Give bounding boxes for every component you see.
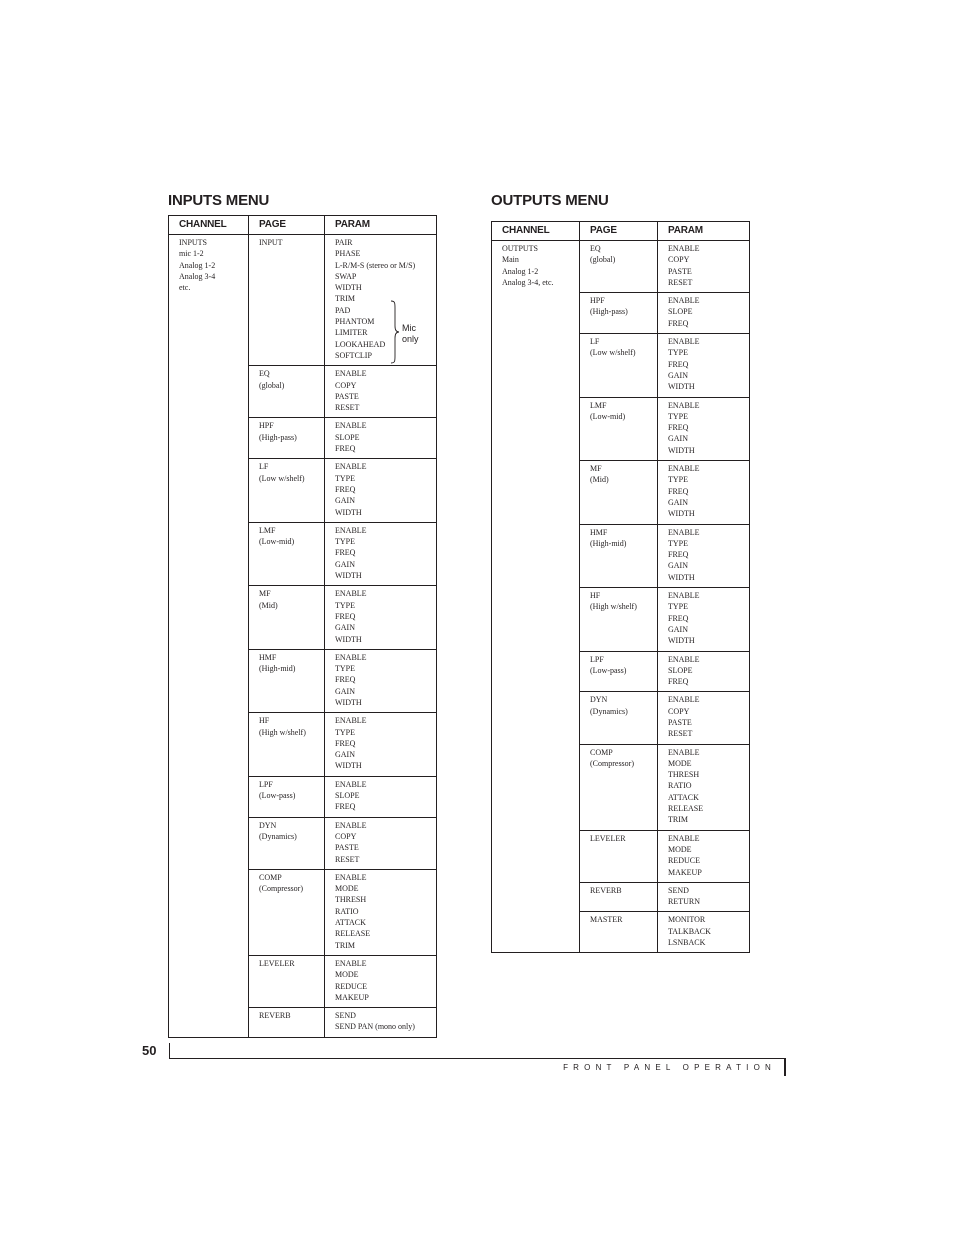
param-line: TRIM	[335, 294, 355, 304]
param-cell	[658, 524, 750, 587]
page-cell	[249, 817, 325, 869]
param-line: TYPE	[335, 537, 355, 547]
param-line: PASTE	[668, 266, 692, 276]
page-cell	[580, 651, 658, 692]
param-line: ENABLE	[668, 747, 700, 757]
param-line: GAIN	[668, 561, 688, 571]
param-line: PASTE	[668, 717, 692, 727]
param-line: TRIM	[335, 940, 355, 950]
page-line: MF	[590, 464, 602, 474]
table-header-row	[492, 222, 750, 241]
param-line: ENABLE	[335, 820, 367, 830]
param-cell	[658, 830, 750, 882]
param-line: GAIN	[668, 497, 688, 507]
param-line: TYPE	[668, 348, 688, 358]
param-cell	[658, 397, 750, 460]
param-line: ENABLE	[668, 464, 700, 474]
param-line: REDUCE	[335, 981, 367, 991]
param-line: TYPE	[335, 727, 355, 737]
param-line: COPY	[668, 255, 690, 265]
page-number: 50	[142, 1043, 157, 1058]
param-line: SLOPE	[335, 432, 360, 442]
param-line: GAIN	[335, 559, 355, 569]
param-line: ENABLE	[335, 462, 367, 472]
page-line: HMF	[590, 527, 608, 537]
page-line: INPUT	[259, 238, 283, 247]
param-line: RESET	[335, 403, 360, 413]
param-line: L-R/M-S (stereo or M/S)	[335, 260, 416, 270]
param-cell	[658, 744, 750, 830]
param-line: ENABLE	[668, 654, 700, 664]
param-line: PASTE	[335, 391, 359, 401]
channel-line: Analog 3-4	[179, 271, 216, 281]
param-line: ENABLE	[668, 296, 700, 306]
page-line: (Dynamics)	[590, 706, 628, 716]
page-line: MASTER	[590, 915, 623, 925]
column-header-param: PARAM	[658, 222, 750, 241]
page-line: COMP	[590, 747, 613, 757]
page-line: (Low-mid)	[259, 537, 295, 547]
param-cell	[325, 955, 437, 1007]
page-cell	[580, 830, 658, 882]
channel-line: Main	[502, 255, 519, 265]
param-cell	[658, 882, 750, 912]
param-line: SEND	[668, 885, 689, 895]
param-line: ENABLE	[668, 591, 700, 601]
param-line: ENABLE	[668, 244, 700, 253]
param-line: PHANTOM	[335, 317, 375, 327]
param-line: PAIR	[335, 238, 353, 247]
page-line: HPF	[590, 296, 605, 306]
param-line: ATTACK	[668, 792, 699, 802]
param-line: FREQ	[668, 423, 689, 433]
param-line: FREQ	[335, 548, 356, 558]
param-cell	[325, 776, 437, 817]
param-line: MODE	[668, 758, 692, 768]
page-cell	[249, 1008, 325, 1038]
param-line: REDUCE	[668, 856, 700, 866]
param-line: MODE	[335, 884, 359, 894]
param-line: TALKBACK	[668, 926, 711, 936]
param-line: ENABLE	[668, 400, 700, 410]
param-line: FREQ	[335, 675, 356, 685]
param-cell	[325, 649, 437, 712]
param-line: LOOKAHEAD	[335, 339, 386, 349]
param-cell	[658, 461, 750, 524]
page-line: LEVELER	[259, 958, 295, 968]
param-line: FREQ	[668, 613, 689, 623]
param-line: ENABLE	[668, 833, 700, 843]
param-line: TYPE	[335, 600, 355, 610]
page-line: (High-mid)	[590, 538, 627, 548]
param-line: LSNBACK	[668, 938, 706, 948]
channel-cell	[492, 241, 580, 953]
param-cell	[658, 651, 750, 692]
page-line: EQ	[259, 369, 270, 379]
page-line: (Low w/shelf)	[590, 348, 636, 358]
param-cell	[658, 588, 750, 651]
page-cell	[249, 418, 325, 459]
param-line: SLOPE	[668, 665, 693, 675]
page-cell	[580, 461, 658, 524]
param-line: MODE	[335, 970, 359, 980]
param-cell	[325, 418, 437, 459]
page-line: (Low w/shelf)	[259, 473, 305, 483]
param-line: ENABLE	[335, 779, 367, 789]
table-header-row	[169, 216, 437, 235]
page-cell	[249, 366, 325, 418]
param-line: WIDTH	[335, 697, 362, 707]
param-line: TYPE	[335, 473, 355, 483]
param-line: WIDTH	[335, 634, 362, 644]
param-line: FREQ	[668, 318, 689, 328]
param-line: WIDTH	[335, 507, 362, 517]
page-line: HF	[590, 591, 601, 601]
page-line: HPF	[259, 421, 274, 431]
param-cell	[325, 522, 437, 585]
page-cell	[580, 692, 658, 744]
param-line: TYPE	[668, 411, 688, 421]
page-cell	[249, 713, 325, 776]
param-cell	[658, 912, 750, 953]
page-cell	[580, 241, 658, 293]
page-line: LMF	[259, 525, 276, 535]
page-cell	[580, 293, 658, 334]
page-line: (High-pass)	[259, 432, 297, 442]
page-cell	[249, 459, 325, 522]
param-line: RATIO	[668, 781, 692, 791]
column-header-page: PAGE	[249, 216, 325, 235]
page-line: (global)	[590, 255, 616, 265]
page-line: (global)	[259, 380, 285, 390]
param-line: GAIN	[668, 370, 688, 380]
footer-left-tick	[169, 1043, 170, 1059]
param-line: SWAP	[335, 271, 357, 281]
param-line: THRESH	[668, 770, 700, 780]
param-cell	[325, 869, 437, 955]
page-line: (High w/shelf)	[590, 602, 637, 612]
page-cell	[249, 586, 325, 649]
param-line: TYPE	[668, 538, 688, 548]
param-line: ENABLE	[335, 958, 367, 968]
param-cell	[325, 459, 437, 522]
page-line: DYN	[590, 695, 608, 705]
param-line: RETURN	[668, 897, 700, 907]
param-line: PHASE	[335, 249, 361, 259]
param-line: ENABLE	[335, 652, 367, 662]
param-line: WIDTH	[668, 509, 695, 519]
channel-line: etc.	[179, 283, 191, 293]
param-line: MAKEUP	[668, 867, 702, 877]
page-line: LEVELER	[590, 833, 626, 843]
param-line: ENABLE	[335, 421, 367, 431]
param-line: RESET	[668, 277, 693, 287]
param-line: ENABLE	[668, 337, 700, 347]
param-line: ENABLE	[335, 589, 367, 599]
param-line: SOFTCLIP	[335, 350, 372, 360]
param-line: ENABLE	[335, 369, 367, 379]
page-cell	[580, 882, 658, 912]
param-line: PAD	[335, 305, 351, 315]
page-line: REVERB	[590, 885, 622, 895]
param-line: FREQ	[668, 359, 689, 369]
curly-brace-icon	[390, 300, 400, 364]
param-line: FREQ	[668, 677, 689, 687]
channel-line: INPUTS	[179, 238, 208, 247]
param-cell	[325, 586, 437, 649]
param-cell	[658, 241, 750, 293]
param-line: COPY	[335, 380, 357, 390]
param-line: ENABLE	[668, 695, 700, 705]
page-cell	[580, 912, 658, 953]
param-line: SEND PAN (mono only)	[335, 1022, 415, 1032]
page-line: MF	[259, 589, 271, 599]
param-line: THRESH	[335, 895, 367, 905]
outputs-menu-table	[491, 221, 750, 953]
param-line: PASTE	[335, 843, 359, 853]
param-line: RATIO	[335, 906, 359, 916]
param-line: WIDTH	[668, 572, 695, 582]
param-line: ATTACK	[335, 918, 366, 928]
page-cell	[580, 334, 658, 397]
channel-line: mic 1-2	[179, 249, 204, 259]
param-line: GAIN	[668, 624, 688, 634]
param-line: WIDTH	[335, 761, 362, 771]
page-line: COMP	[259, 872, 282, 882]
param-line: RESET	[335, 854, 360, 864]
inputs-menu-title: INPUTS MENU	[168, 192, 270, 209]
param-line: LIMITER	[335, 328, 368, 338]
page-line: (Low-pass)	[259, 791, 296, 801]
page-line: (High w/shelf)	[259, 727, 306, 737]
param-cell	[658, 334, 750, 397]
page-cell	[249, 776, 325, 817]
page-cell	[580, 397, 658, 460]
param-line: TYPE	[335, 664, 355, 674]
page-line: (High-mid)	[259, 664, 296, 674]
inputs-menu-table	[168, 215, 437, 1038]
param-line: ENABLE	[335, 716, 367, 726]
page-line: LPF	[590, 654, 604, 664]
param-cell	[325, 713, 437, 776]
param-line: WIDTH	[668, 382, 695, 392]
page-cell	[249, 235, 325, 366]
channel-cell	[169, 235, 249, 1038]
page-cell	[249, 649, 325, 712]
param-cell	[658, 692, 750, 744]
column-header-param: PARAM	[325, 216, 437, 235]
channel-line: Analog 1-2	[179, 260, 216, 270]
table-row	[169, 235, 437, 366]
param-line: SLOPE	[335, 791, 360, 801]
param-line: FREQ	[335, 738, 356, 748]
page-cell	[249, 955, 325, 1007]
param-cell	[325, 366, 437, 418]
page-line: DYN	[259, 820, 277, 830]
param-line: WIDTH	[335, 571, 362, 581]
param-line: TYPE	[668, 475, 688, 485]
page-line: (Low-mid)	[590, 411, 626, 421]
page-cell	[580, 588, 658, 651]
footer-rule	[169, 1058, 786, 1059]
param-line: MAKEUP	[335, 992, 369, 1002]
param-line: GAIN	[335, 623, 355, 633]
page-line: (Mid)	[590, 475, 609, 485]
page-line: (High-pass)	[590, 307, 628, 317]
page-line: HMF	[259, 652, 277, 662]
param-line: COPY	[668, 706, 690, 716]
channel-line: Analog 1-2	[502, 266, 539, 276]
param-line: TRIM	[668, 815, 688, 825]
param-line: RELEASE	[668, 804, 704, 814]
param-cell	[325, 235, 437, 366]
param-line: MONITOR	[668, 915, 706, 925]
column-header-channel: CHANNEL	[492, 222, 580, 241]
param-line: ENABLE	[335, 872, 367, 882]
page-line: (Low-pass)	[590, 665, 627, 675]
column-header-page: PAGE	[580, 222, 658, 241]
param-line: FREQ	[668, 550, 689, 560]
page-line: (Mid)	[259, 600, 278, 610]
param-cell	[658, 293, 750, 334]
channel-line: Analog 3-4, etc.	[502, 277, 554, 287]
page-line: LMF	[590, 400, 607, 410]
param-line: WIDTH	[668, 445, 695, 455]
page-cell	[249, 869, 325, 955]
param-line: FREQ	[335, 484, 356, 494]
param-line: FREQ	[668, 486, 689, 496]
page-cell	[249, 522, 325, 585]
param-line: WIDTH	[668, 636, 695, 646]
footer-section-title: FRONT PANEL OPERATION	[563, 1063, 776, 1072]
param-line: ENABLE	[668, 527, 700, 537]
page-line: (Compressor)	[590, 758, 634, 768]
page-cell	[580, 744, 658, 830]
param-line: GAIN	[335, 750, 355, 760]
page-line: LF	[590, 337, 600, 347]
param-line: COPY	[335, 831, 357, 841]
param-line: MODE	[668, 844, 692, 854]
page-line: REVERB	[259, 1011, 291, 1021]
param-line: GAIN	[335, 686, 355, 696]
column-header-channel: CHANNEL	[169, 216, 249, 235]
param-line: TYPE	[668, 602, 688, 612]
page-line: LPF	[259, 779, 273, 789]
param-cell	[325, 1008, 437, 1038]
outputs-menu-title: OUTPUTS MENU	[491, 192, 609, 209]
page-line: EQ	[590, 244, 601, 253]
param-line: SLOPE	[668, 307, 693, 317]
param-line: FREQ	[335, 802, 356, 812]
page-line: HF	[259, 716, 270, 726]
param-line: RESET	[668, 729, 693, 739]
param-cell	[325, 817, 437, 869]
page-line: LF	[259, 462, 269, 472]
param-line: WIDTH	[335, 283, 362, 293]
param-line: RELEASE	[335, 929, 371, 939]
param-line: GAIN	[335, 496, 355, 506]
param-line: ENABLE	[335, 525, 367, 535]
param-line: FREQ	[335, 611, 356, 621]
page-line: (Dynamics)	[259, 831, 297, 841]
page-cell	[580, 524, 658, 587]
param-line: SEND	[335, 1011, 356, 1021]
mic-only-label: Mic only	[402, 323, 419, 344]
table-row	[492, 241, 750, 293]
page-line: (Compressor)	[259, 884, 303, 894]
param-line: GAIN	[668, 434, 688, 444]
footer-right-tick	[784, 1058, 786, 1076]
param-line: FREQ	[335, 444, 356, 454]
channel-line: OUTPUTS	[502, 244, 539, 253]
